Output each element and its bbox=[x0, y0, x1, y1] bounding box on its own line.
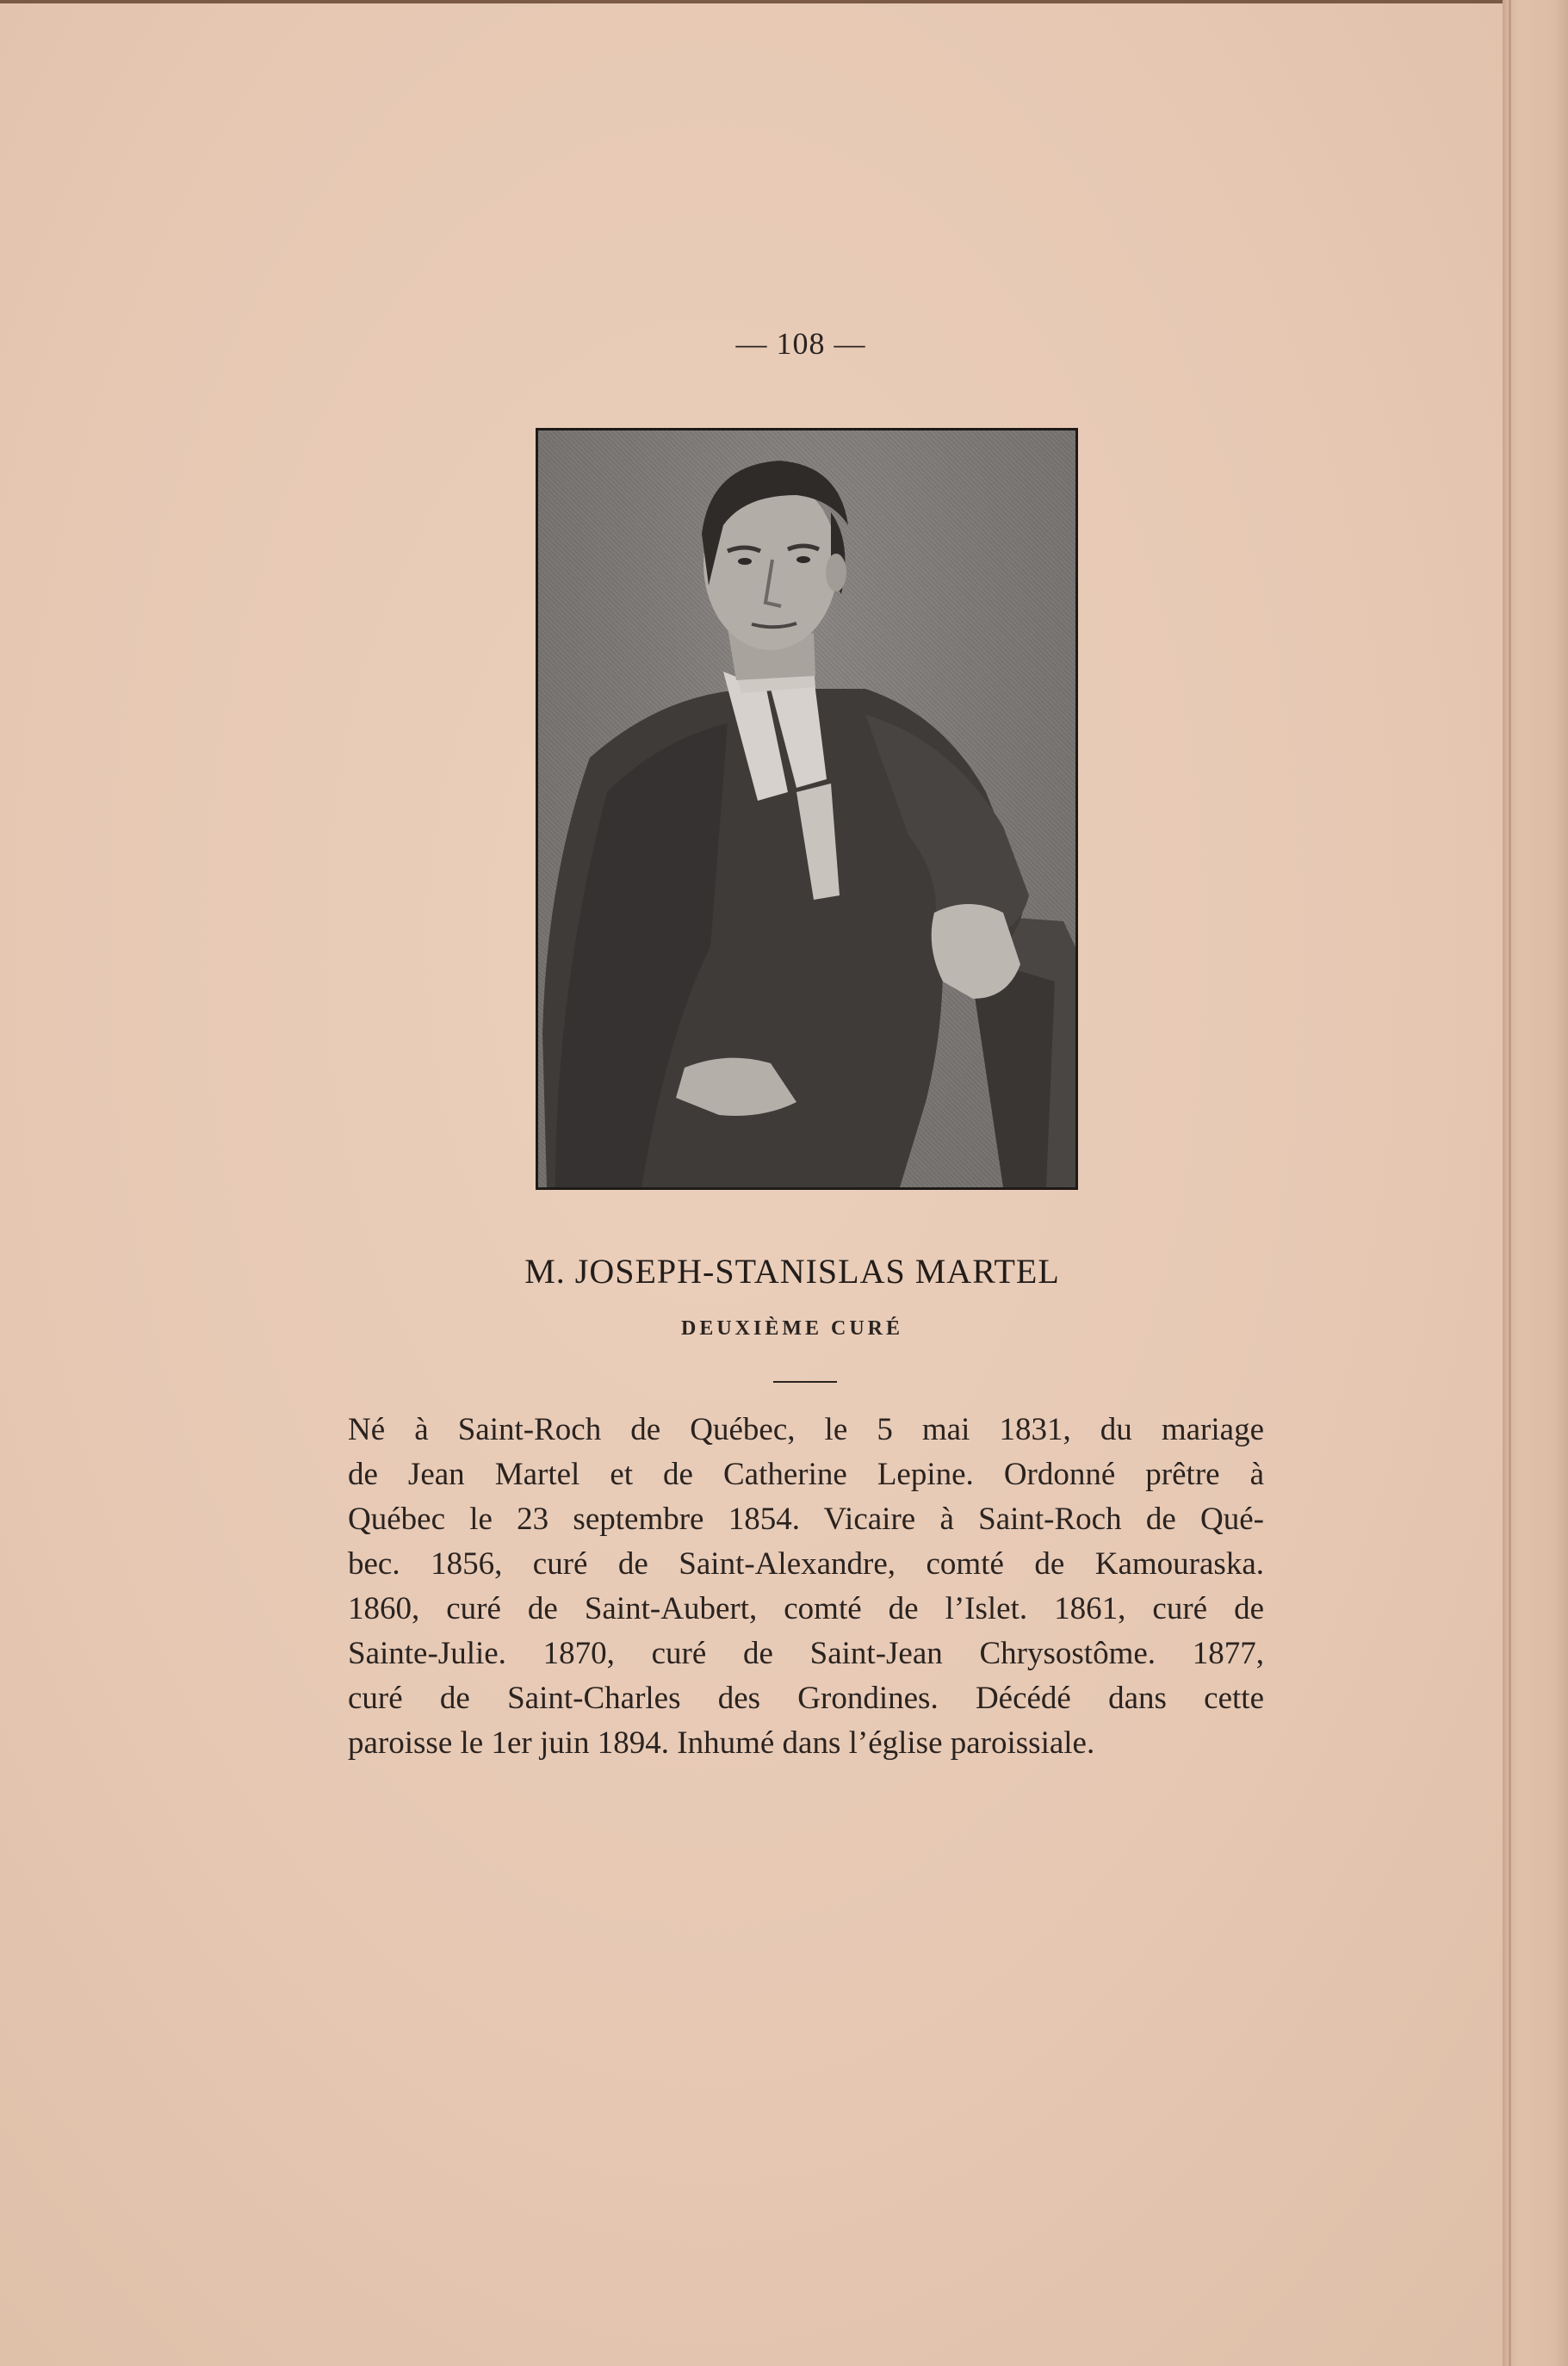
biography-line: Sainte-Julie. 1870, curé de Saint-Jean Chrysostôme. 1877, bbox=[348, 1636, 1264, 1671]
biography-line: Né à Saint-Roch de Québec, le 5 mai 1831, du mariage bbox=[348, 1412, 1264, 1447]
subject-name: M. JOSEPH-STANISLAS MARTEL bbox=[524, 1252, 1060, 1291]
biography-line: curé de Saint-Charles des Grondines. Décédé dans cette bbox=[348, 1681, 1264, 1716]
subject-title: DEUXIÈME CURÉ bbox=[680, 1317, 903, 1340]
portrait-illustration bbox=[538, 430, 1075, 1187]
biography-line: Québec le 23 septembre 1854. Vicaire à Saint-Roch de Qué- bbox=[348, 1502, 1264, 1537]
biography-paragraph bbox=[348, 1408, 1264, 1766]
top-page-edge bbox=[0, 0, 1503, 3]
page-number: — 108 — bbox=[735, 326, 866, 361]
biography-line: bec. 1856, curé de Saint-Alexandre, comté de Kamouraska. bbox=[348, 1546, 1264, 1582]
portrait-photograph bbox=[536, 428, 1078, 1190]
right-page-edge bbox=[1503, 0, 1568, 2366]
biography-line: paroisse le 1er juin 1894. Inhumé dans l’église paroissiale. bbox=[348, 1725, 1095, 1761]
binding-shadow bbox=[1509, 0, 1511, 2366]
separator-rule bbox=[773, 1381, 837, 1383]
biography-line: de Jean Martel et de Catherine Lepine. Ordonné prêtre à bbox=[348, 1457, 1264, 1492]
biography-line: 1860, curé de Saint-Aubert, comté de l’Islet. 1861, curé de bbox=[348, 1591, 1264, 1626]
